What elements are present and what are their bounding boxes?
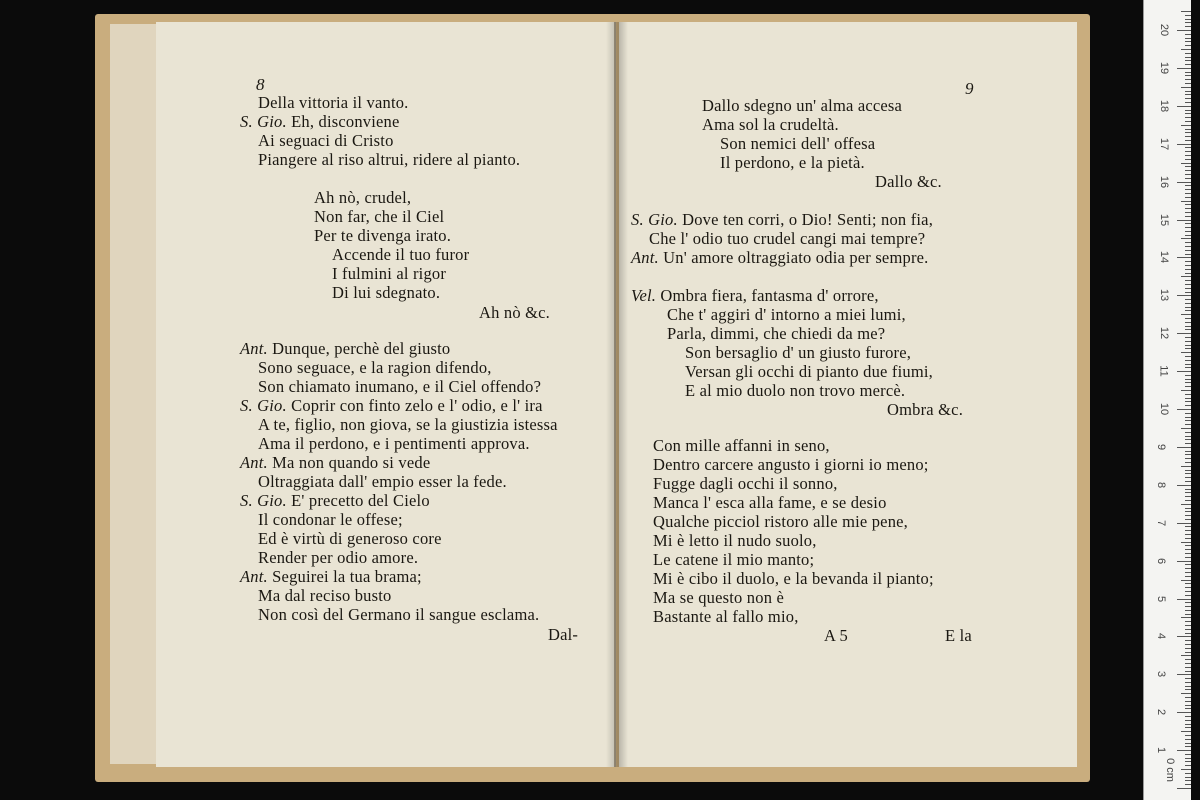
ruler-tick bbox=[1185, 19, 1191, 20]
ruler-tick bbox=[1185, 682, 1191, 683]
ruler-tick bbox=[1185, 269, 1191, 270]
text-line: Ed è virtù di generoso core bbox=[258, 529, 442, 548]
ruler-tick bbox=[1185, 288, 1191, 289]
ruler-tick bbox=[1181, 352, 1191, 353]
ruler-label: 12 bbox=[1158, 327, 1171, 340]
ruler-tick bbox=[1185, 110, 1191, 111]
ruler-tick bbox=[1185, 564, 1191, 565]
ruler-tick bbox=[1185, 15, 1191, 16]
ruler-label: 18 bbox=[1158, 99, 1171, 112]
ruler-label: 6 bbox=[1155, 557, 1168, 564]
speaker-label: S. Gio. bbox=[240, 112, 287, 131]
ruler-tick bbox=[1185, 185, 1191, 186]
ruler-label: 8 bbox=[1155, 481, 1168, 488]
ruler-tick bbox=[1185, 473, 1191, 474]
text-line: Ant. Un' amore oltraggiato odia per sempre. bbox=[631, 248, 929, 267]
ruler-label: 1 bbox=[1155, 747, 1168, 754]
ruler-tick bbox=[1185, 367, 1191, 368]
ruler-tick bbox=[1185, 519, 1191, 520]
right-page bbox=[619, 22, 1077, 767]
ruler-tick bbox=[1185, 568, 1191, 569]
ruler-tick bbox=[1185, 208, 1191, 209]
ruler-tick bbox=[1185, 193, 1191, 194]
signature-mark: A 5 bbox=[824, 626, 848, 645]
ruler-tick bbox=[1185, 492, 1191, 493]
ruler-tick bbox=[1185, 439, 1191, 440]
ruler-tick bbox=[1185, 508, 1191, 509]
text-line: Versan gli occhi di pianto due fiumi, bbox=[685, 362, 933, 381]
ruler-tick bbox=[1185, 375, 1191, 376]
text-line: Che t' aggiri d' intorno a miei lumi, bbox=[667, 305, 906, 324]
ruler-tick bbox=[1185, 204, 1191, 205]
ruler-tick bbox=[1185, 322, 1191, 323]
ruler-tick bbox=[1185, 538, 1191, 539]
ruler-tick bbox=[1185, 489, 1191, 490]
ruler-tick bbox=[1181, 504, 1191, 505]
speaker-label: Ant. bbox=[240, 567, 268, 586]
speaker-label: S. Gio. bbox=[240, 491, 287, 510]
ruler-tick bbox=[1185, 379, 1191, 380]
ruler-tick bbox=[1185, 254, 1191, 255]
ruler-tick bbox=[1185, 739, 1191, 740]
text-line: Mi è cibo il duolo, e la bevanda il pianto; bbox=[653, 569, 934, 588]
text-line: Il perdono, e la pietà. bbox=[720, 153, 865, 172]
ruler-tick bbox=[1185, 780, 1191, 781]
ruler-tick bbox=[1185, 784, 1191, 785]
ruler-tick bbox=[1185, 129, 1191, 130]
speaker-label: Ant. bbox=[631, 248, 659, 267]
text-line: Con mille affanni in seno, bbox=[653, 436, 830, 455]
ruler-tick bbox=[1185, 625, 1191, 626]
ruler-label: 0 cm bbox=[1163, 758, 1176, 782]
ruler-tick bbox=[1181, 11, 1191, 12]
ruler-tick bbox=[1185, 242, 1191, 243]
ruler-tick bbox=[1177, 144, 1191, 145]
text-line: Ma dal reciso busto bbox=[258, 586, 392, 605]
ruler-tick bbox=[1185, 117, 1191, 118]
ruler-tick bbox=[1185, 530, 1191, 531]
ruler-tick bbox=[1185, 591, 1191, 592]
ruler-tick bbox=[1185, 235, 1191, 236]
ruler-tick bbox=[1185, 345, 1191, 346]
text-line: Accende il tuo furor bbox=[332, 245, 470, 264]
ruler-tick bbox=[1181, 163, 1191, 164]
ruler-tick bbox=[1185, 394, 1191, 395]
ruler-tick bbox=[1185, 701, 1191, 702]
catchword: E la bbox=[945, 626, 972, 645]
ruler-tick bbox=[1181, 580, 1191, 581]
ruler-tick bbox=[1181, 693, 1191, 694]
ruler-tick bbox=[1185, 398, 1191, 399]
ruler-tick bbox=[1185, 689, 1191, 690]
ruler-tick bbox=[1177, 485, 1191, 486]
ruler-tick bbox=[1177, 409, 1191, 410]
ruler-tick bbox=[1185, 121, 1191, 122]
ruler-label: 9 bbox=[1155, 443, 1168, 450]
ruler-tick bbox=[1181, 390, 1191, 391]
ruler-tick bbox=[1185, 348, 1191, 349]
ruler-tick bbox=[1185, 212, 1191, 213]
ruler-tick bbox=[1185, 41, 1191, 42]
text-line: S. Gio. Dove ten corri, o Dio! Senti; non fia, bbox=[631, 210, 934, 229]
ruler-tick bbox=[1185, 329, 1191, 330]
ruler-tick bbox=[1185, 671, 1191, 672]
text-line: Render per odio amore. bbox=[258, 548, 419, 567]
ruler-tick bbox=[1181, 49, 1191, 50]
ruler-tick bbox=[1177, 636, 1191, 637]
ruler-tick bbox=[1185, 610, 1191, 611]
ruler-tick bbox=[1185, 663, 1191, 664]
ruler-tick bbox=[1185, 705, 1191, 706]
text-line: A te, figlio, non giova, se la giustizia istessa bbox=[258, 415, 558, 434]
ruler-tick bbox=[1185, 231, 1191, 232]
ruler-tick bbox=[1185, 26, 1191, 27]
ruler-tick bbox=[1177, 371, 1191, 372]
ruler-tick bbox=[1185, 462, 1191, 463]
text-line: Dentro carcere angusto i giorni io meno; bbox=[653, 455, 929, 474]
text-line: Che l' odio tuo crudel cangi mai tempre? bbox=[649, 229, 926, 248]
ruler-tick bbox=[1185, 91, 1191, 92]
ruler-label: 15 bbox=[1158, 213, 1171, 226]
ruler-tick bbox=[1181, 542, 1191, 543]
text-line: Dallo &c. bbox=[875, 172, 942, 191]
text-line: S. Gio. Eh, disconviene bbox=[240, 112, 400, 131]
ruler-tick bbox=[1185, 155, 1191, 156]
ruler-tick bbox=[1185, 98, 1191, 99]
ruler-tick bbox=[1181, 655, 1191, 656]
ruler-tick bbox=[1181, 201, 1191, 202]
ruler-tick bbox=[1181, 617, 1191, 618]
ruler-tick bbox=[1185, 417, 1191, 418]
ruler-tick bbox=[1185, 337, 1191, 338]
ruler-tick bbox=[1185, 132, 1191, 133]
ruler-tick bbox=[1185, 72, 1191, 73]
ruler-tick bbox=[1185, 436, 1191, 437]
ruler-tick bbox=[1177, 220, 1191, 221]
ruler-tick bbox=[1185, 246, 1191, 247]
ruler-tick bbox=[1181, 125, 1191, 126]
ruler-tick bbox=[1177, 523, 1191, 524]
text-line: Son bersaglio d' un giusto furore, bbox=[685, 343, 912, 362]
ruler-tick bbox=[1185, 310, 1191, 311]
ruler-tick bbox=[1181, 314, 1191, 315]
ruler-tick bbox=[1185, 45, 1191, 46]
ruler-tick bbox=[1185, 773, 1191, 774]
ruler-tick bbox=[1185, 280, 1191, 281]
ruler-tick bbox=[1185, 159, 1191, 160]
ruler-tick bbox=[1185, 360, 1191, 361]
ruler-label: 3 bbox=[1155, 671, 1168, 678]
ruler-tick bbox=[1185, 667, 1191, 668]
ruler-tick bbox=[1181, 731, 1191, 732]
text-line: Mi è letto il nudo suolo, bbox=[653, 531, 817, 550]
text-line: Sono seguace, e la ragion difendo, bbox=[258, 358, 492, 377]
ruler-tick bbox=[1181, 276, 1191, 277]
ruler-tick bbox=[1185, 318, 1191, 319]
ruler-tick bbox=[1185, 648, 1191, 649]
ruler-label: 4 bbox=[1155, 633, 1168, 640]
ruler-tick bbox=[1185, 227, 1191, 228]
ruler-tick bbox=[1185, 553, 1191, 554]
text-line: Non così del Germano il sangue esclama. bbox=[258, 605, 540, 624]
ruler-label: 7 bbox=[1155, 519, 1168, 526]
text-line: Son chiamato inumano, e il Ciel offendo? bbox=[258, 377, 542, 396]
text-line: Vel. Ombra fiera, fantasma d' orrore, bbox=[631, 286, 879, 305]
text-line: Ah nò &c. bbox=[479, 303, 550, 322]
catchword: Dal- bbox=[548, 625, 579, 644]
text-line: Parla, dimmi, che chiedi da me? bbox=[667, 324, 886, 343]
ruler-tick bbox=[1185, 652, 1191, 653]
ruler-tick bbox=[1185, 686, 1191, 687]
ruler-tick bbox=[1185, 151, 1191, 152]
ruler-label: 14 bbox=[1158, 251, 1171, 264]
ruler-tick bbox=[1177, 750, 1191, 751]
ruler-tick bbox=[1185, 477, 1191, 478]
ruler-tick bbox=[1177, 447, 1191, 448]
ruler-tick bbox=[1185, 659, 1191, 660]
binding-strip bbox=[110, 24, 161, 764]
ruler-tick bbox=[1185, 678, 1191, 679]
ruler-tick bbox=[1185, 75, 1191, 76]
ruler-label: 11 bbox=[1157, 365, 1170, 377]
text-line: Non far, che il Ciel bbox=[314, 207, 445, 226]
ruler-tick bbox=[1185, 147, 1191, 148]
ruler-tick bbox=[1185, 451, 1191, 452]
ruler-tick bbox=[1185, 720, 1191, 721]
ruler-tick bbox=[1185, 166, 1191, 167]
ruler-tick bbox=[1185, 735, 1191, 736]
ruler-tick bbox=[1185, 326, 1191, 327]
ruler-tick bbox=[1185, 261, 1191, 262]
ruler-tick bbox=[1185, 496, 1191, 497]
ruler-tick bbox=[1185, 640, 1191, 641]
left-page bbox=[156, 22, 616, 767]
ruler-tick bbox=[1185, 356, 1191, 357]
ruler-tick bbox=[1185, 79, 1191, 80]
page-number: 8 bbox=[256, 75, 265, 94]
ruler-tick bbox=[1185, 454, 1191, 455]
ruler-tick bbox=[1185, 83, 1191, 84]
ruler-tick bbox=[1185, 549, 1191, 550]
text-line: S. Gio. E' precetto del Cielo bbox=[240, 491, 430, 510]
ruler-tick bbox=[1185, 754, 1191, 755]
text-line: Oltraggiata dall' empio esser la fede. bbox=[258, 472, 507, 491]
text-line: Ma se questo non è bbox=[653, 588, 784, 607]
ruler-tick bbox=[1185, 765, 1191, 766]
ruler-tick bbox=[1185, 777, 1191, 778]
text-line: Il condonar le offese; bbox=[258, 510, 403, 529]
text-line: Ama il perdono, e i pentimenti approva. bbox=[258, 434, 530, 453]
text-line: Della vittoria il vanto. bbox=[258, 93, 409, 112]
ruler-tick bbox=[1185, 761, 1191, 762]
text-line: Qualche picciol ristoro alle mie pene, bbox=[653, 512, 909, 531]
ruler-tick bbox=[1185, 511, 1191, 512]
ruler-tick bbox=[1185, 697, 1191, 698]
ruler-tick bbox=[1185, 170, 1191, 171]
ruler-tick bbox=[1185, 515, 1191, 516]
ruler-tick bbox=[1185, 102, 1191, 103]
ruler-tick bbox=[1177, 257, 1191, 258]
ruler-tick bbox=[1185, 273, 1191, 274]
ruler-tick bbox=[1185, 458, 1191, 459]
speaker-label: Ant. bbox=[240, 453, 268, 472]
text-line: Dallo sdegno un' alma accesa bbox=[702, 96, 903, 115]
text-line: E al mio duolo non trovo mercè. bbox=[685, 381, 906, 400]
text-line: Per te divenga irato. bbox=[314, 226, 452, 245]
ruler-tick bbox=[1185, 382, 1191, 383]
ruler-tick bbox=[1185, 606, 1191, 607]
text-line: Le catene il mio manto; bbox=[653, 550, 815, 569]
ruler-tick bbox=[1185, 299, 1191, 300]
text-line: Bastante al fallo mio, bbox=[653, 607, 799, 626]
ruler-label: 10 bbox=[1158, 402, 1171, 416]
ruler-tick bbox=[1177, 674, 1191, 675]
ruler-tick bbox=[1185, 534, 1191, 535]
ruler-tick bbox=[1185, 307, 1191, 308]
ruler-tick bbox=[1185, 216, 1191, 217]
ruler-tick bbox=[1185, 38, 1191, 39]
ruler-tick bbox=[1185, 526, 1191, 527]
text-line: Ant. Seguirei la tua brama; bbox=[240, 567, 422, 586]
ruler-tick bbox=[1185, 303, 1191, 304]
ruler-label: 17 bbox=[1158, 137, 1171, 150]
ruler-tick bbox=[1185, 53, 1191, 54]
text-line: Ant. Ma non quando si vede bbox=[240, 453, 431, 472]
ruler-tick bbox=[1185, 94, 1191, 95]
text-line: Di lui sdegnato. bbox=[332, 283, 441, 302]
text-line: Ama sol la crudeltà. bbox=[702, 115, 839, 134]
speaker-label: Ant. bbox=[240, 339, 268, 358]
ruler-tick bbox=[1177, 712, 1191, 713]
page-number: 9 bbox=[965, 79, 974, 98]
ruler-tick bbox=[1185, 265, 1191, 266]
ruler-tick bbox=[1185, 724, 1191, 725]
ruler-tick bbox=[1185, 758, 1191, 759]
measurement-ruler bbox=[1143, 0, 1191, 800]
ruler-tick bbox=[1177, 106, 1191, 107]
ruler-label: 20 bbox=[1158, 23, 1171, 37]
ruler-label: 2 bbox=[1155, 709, 1168, 716]
ruler-tick bbox=[1185, 587, 1191, 588]
ruler-tick bbox=[1177, 333, 1191, 334]
ruler-tick bbox=[1177, 30, 1191, 31]
ruler-tick bbox=[1185, 595, 1191, 596]
ruler-tick bbox=[1185, 443, 1191, 444]
ruler-label: 5 bbox=[1155, 595, 1168, 602]
ruler-tick bbox=[1185, 189, 1191, 190]
ruler-tick bbox=[1185, 364, 1191, 365]
ruler-tick bbox=[1177, 295, 1191, 296]
ruler-tick bbox=[1185, 614, 1191, 615]
ruler-tick bbox=[1185, 727, 1191, 728]
text-line: Ant. Dunque, perchè del giusto bbox=[240, 339, 451, 358]
text-line: Manca l' esca alla fame, e se desio bbox=[653, 493, 887, 512]
ruler-tick bbox=[1185, 746, 1191, 747]
ruler-tick bbox=[1185, 420, 1191, 421]
ruler-tick bbox=[1181, 87, 1191, 88]
ruler-tick bbox=[1185, 602, 1191, 603]
text-line: Piangere al riso altrui, ridere al pianto. bbox=[258, 150, 521, 169]
ruler-tick bbox=[1185, 250, 1191, 251]
ruler-tick bbox=[1185, 401, 1191, 402]
ruler-tick bbox=[1181, 466, 1191, 467]
ruler-tick bbox=[1185, 413, 1191, 414]
ruler-tick bbox=[1185, 64, 1191, 65]
ruler-tick bbox=[1185, 470, 1191, 471]
ruler-tick bbox=[1185, 178, 1191, 179]
ruler-tick bbox=[1185, 743, 1191, 744]
ruler-tick bbox=[1181, 428, 1191, 429]
ruler-tick bbox=[1185, 22, 1191, 23]
ruler-tick bbox=[1177, 599, 1191, 600]
ruler-tick bbox=[1185, 405, 1191, 406]
ruler-tick bbox=[1181, 769, 1191, 770]
ruler-tick bbox=[1185, 57, 1191, 58]
ruler-tick bbox=[1185, 708, 1191, 709]
text-line: Fugge dagli occhi il sonno, bbox=[653, 474, 838, 493]
ruler-tick bbox=[1185, 197, 1191, 198]
speaker-label: Vel. bbox=[631, 286, 657, 305]
ruler-tick bbox=[1177, 788, 1191, 789]
ruler-tick bbox=[1185, 386, 1191, 387]
ruler-tick bbox=[1185, 633, 1191, 634]
ruler-tick bbox=[1185, 424, 1191, 425]
speaker-label: S. Gio. bbox=[240, 396, 287, 415]
text-line: Ai seguaci di Cristo bbox=[258, 131, 394, 150]
ruler-tick bbox=[1185, 644, 1191, 645]
ruler-tick bbox=[1185, 545, 1191, 546]
ruler-tick bbox=[1185, 174, 1191, 175]
ruler-tick bbox=[1185, 557, 1191, 558]
ruler-tick bbox=[1185, 716, 1191, 717]
ruler-tick bbox=[1185, 60, 1191, 61]
ruler-tick bbox=[1185, 629, 1191, 630]
ruler-tick bbox=[1177, 561, 1191, 562]
ruler-tick bbox=[1185, 432, 1191, 433]
ruler-label: 16 bbox=[1158, 175, 1171, 188]
ruler-tick bbox=[1185, 500, 1191, 501]
text-line: S. Gio. Coprir con finto zelo e l' odio, e l' ira bbox=[240, 396, 543, 415]
ruler-tick bbox=[1185, 341, 1191, 342]
ruler-tick bbox=[1185, 583, 1191, 584]
text-line: Son nemici dell' offesa bbox=[720, 134, 876, 153]
ruler-tick bbox=[1177, 182, 1191, 183]
ruler-tick bbox=[1185, 136, 1191, 137]
text-line: I fulmini al rigor bbox=[332, 264, 447, 283]
ruler-tick bbox=[1185, 140, 1191, 141]
ruler-label: 19 bbox=[1158, 61, 1171, 75]
ruler-tick bbox=[1185, 292, 1191, 293]
ruler-tick bbox=[1177, 68, 1191, 69]
ruler-tick bbox=[1181, 238, 1191, 239]
ruler-tick bbox=[1185, 481, 1191, 482]
ruler-tick bbox=[1185, 34, 1191, 35]
text-line: Ombra &c. bbox=[887, 400, 964, 419]
ruler-tick bbox=[1185, 621, 1191, 622]
ruler-label: 13 bbox=[1158, 289, 1171, 302]
ruler-tick bbox=[1185, 576, 1191, 577]
speaker-label: S. Gio. bbox=[631, 210, 678, 229]
ruler-tick bbox=[1185, 223, 1191, 224]
ruler-tick bbox=[1185, 284, 1191, 285]
ruler-tick bbox=[1185, 572, 1191, 573]
ruler-tick bbox=[1185, 113, 1191, 114]
text-line: Ah nò, crudel, bbox=[314, 188, 412, 207]
